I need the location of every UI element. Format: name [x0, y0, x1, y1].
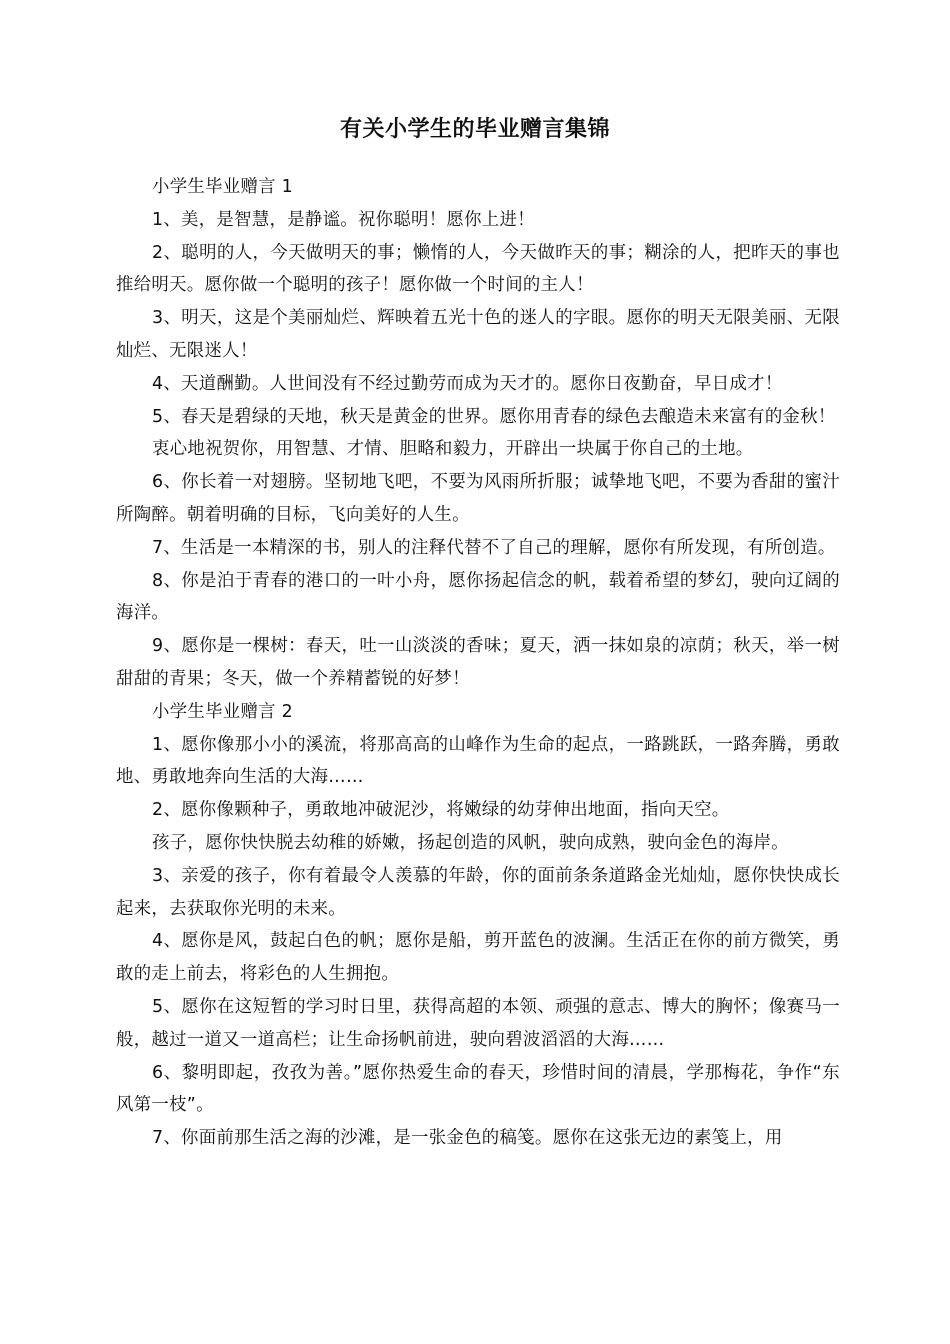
paragraph: 7、你面前那生活之海的沙滩，是一张金色的稿笺。愿你在这张无边的素笺上，用	[152, 1128, 783, 1149]
paragraph: 5、愿你在这短暂的学习时日里，获得高超的本领、顽强的意志、博大的胸怀；像赛马一般，越过一道又一道高栏；让生命扬帆前进，驶向碧波滔滔的大海……	[116, 996, 840, 1050]
paragraph: 7、生活是一本精深的书，别人的注释代替不了自己的理解，愿你有所发现，有所创造。	[152, 537, 836, 558]
paragraph: 1、美，是智慧，是静谧。祝你聪明！愿你上进！	[152, 209, 535, 230]
paragraph: 孩子，愿你快快脱去幼稚的娇嫩，扬起创造的风帆，驶向成熟，驶向金色的海岸。	[152, 832, 789, 853]
paragraph: 4、天道酬勤。人世间没有不经过勤劳而成为天才的。愿你日夜勤奋，早日成才！	[152, 373, 783, 394]
paragraph: 4、愿你是风，鼓起白色的帆；愿你是船，剪开蓝色的波澜。生活正在你的前方微笑，勇敢的走上前去，将彩色的人生拥抱。	[116, 931, 840, 985]
paragraph: 衷心地祝贺你，用智慧、才情、胆略和毅力，开辟出一块属于你自己的土地。	[152, 439, 754, 460]
paragraph: 8、你是泊于青春的港口的一叶小舟，愿你扬起信念的帆，载着希望的梦幻，驶向辽阔的海洋。	[116, 570, 840, 624]
section-heading: 小学生毕业赠言 2	[152, 701, 294, 722]
paragraph: 1、愿你像那小小的溪流，将那高高的山峰作为生命的起点，一路跳跃，一路奔腾，勇敢地、勇敢地奔向生活的大海……	[116, 734, 840, 788]
paragraph: 9、愿你是一棵树：春天，吐一山淡淡的香味；夏天，洒一抹如泉的凉荫；秋天，举一树甜甜的青果；冬天，做一个养精蓄锐的好梦！	[116, 636, 840, 689]
paragraph: 6、你长着一对翅膀。坚韧地飞吧，不要为风雨所折服；诚挚地飞吧，不要为香甜的蜜汁所陶醉。朝着明确的目标，飞向美好的人生。	[116, 472, 840, 525]
paragraph: 2、聪明的人，今天做明天的事；懒惰的人，今天做昨天的事；糊涂的人，把昨天的事也推给明天。愿你做一个聪明的孩子！愿你做一个时间的主人！	[116, 242, 840, 296]
paragraph: 6、黎明即起，孜孜为善。”愿你热爱生命的春天，珍惜时间的清晨，学那梅花，争作“东风第一枝”。	[116, 1062, 840, 1116]
paragraph: 3、明天，这是个美丽灿烂、辉映着五光十色的迷人的字眼。愿你的明天无限美丽、无限灿烂、无限迷人！	[116, 308, 840, 361]
document-title: 有关小学生的毕业赠言集锦	[339, 117, 610, 142]
paragraph: 5、春天是碧绿的天地，秋天是黄金的世界。愿你用青春的绿色去酿造未来富有的金秋！	[152, 406, 836, 427]
document-body	[116, 171, 840, 1155]
section-heading: 小学生毕业赠言 1	[152, 177, 294, 197]
paragraph: 3、亲爱的孩子，你有着最令人羡慕的年龄，你的面前条条道路金光灿灿，愿你快快成长起来，去获取你光明的未来。	[116, 865, 840, 919]
paragraph: 2、愿你像颗种子，勇敢地冲破泥沙，将嫩绿的幼芽伸出地面，指向天空。	[152, 800, 730, 821]
